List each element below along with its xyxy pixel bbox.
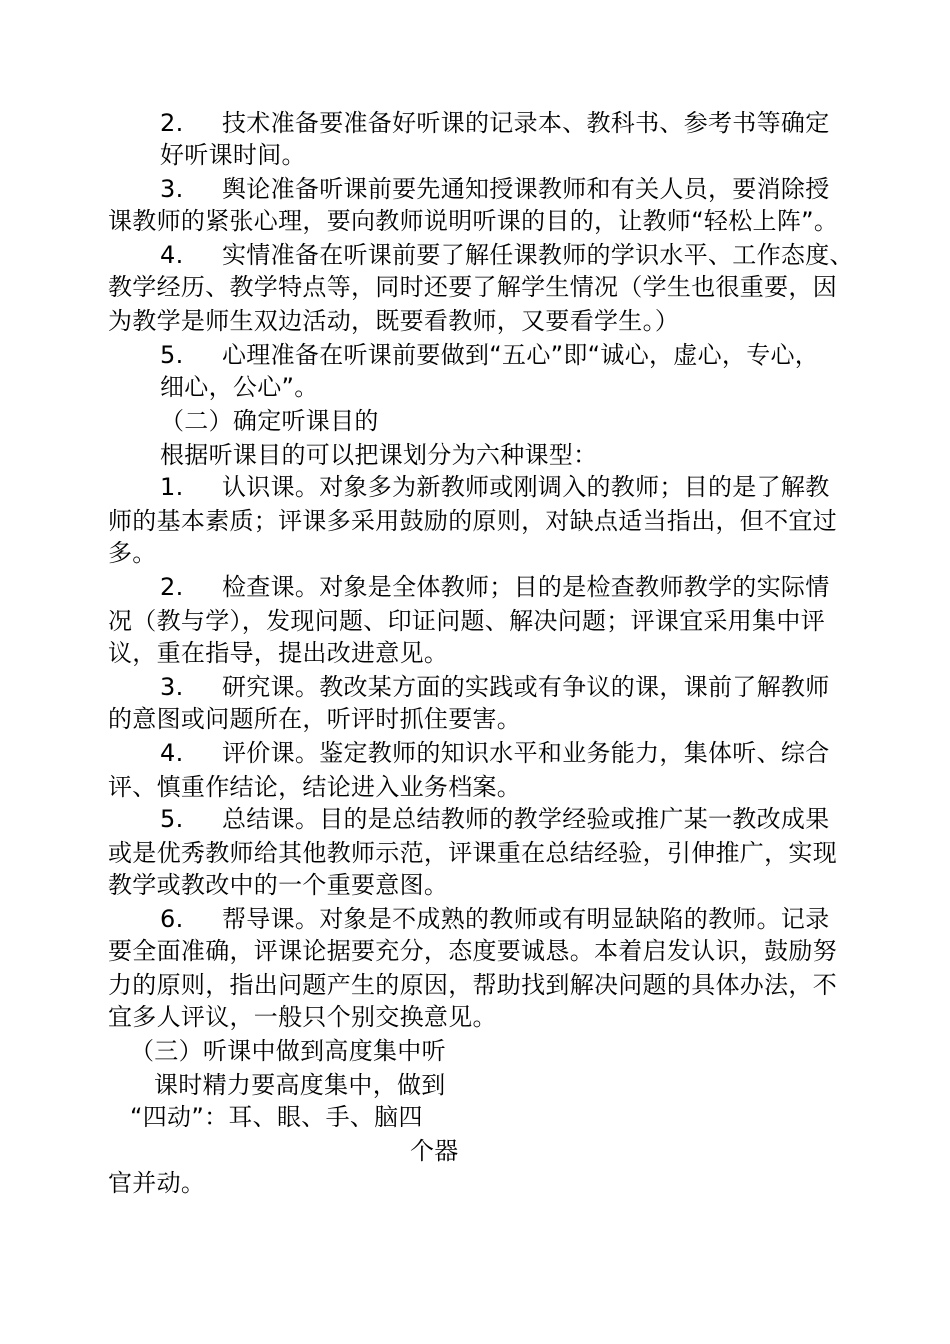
line-text: 课教师的紧张心理，要向教师说明听课的目的，让教师“轻松上阵”。 xyxy=(108,207,839,235)
paragraph-line xyxy=(160,670,830,704)
paragraph-line xyxy=(160,736,830,770)
list-number: 4. xyxy=(160,241,184,269)
line-text: 多。 xyxy=(108,539,157,567)
line-text: 总结课。目的是总结教师的教学经验或推广某一教改成果 xyxy=(222,805,830,833)
list-number: 2. xyxy=(160,109,184,137)
line-text: 评价课。鉴定教师的知识水平和业务能力，集体听、综合 xyxy=(222,739,830,767)
line-text: 实情准备在听课前要了解任课教师的学识水平、工作态度、 xyxy=(222,241,854,269)
paragraph-line xyxy=(160,172,830,206)
section-heading xyxy=(130,1034,446,1068)
paragraph-line xyxy=(108,536,157,570)
line-text: 心理准备在听课前要做到“五心”即“诚心，虚心，专心， xyxy=(222,341,820,369)
line-text: 师的基本素质；评课多采用鼓励的原则，对缺点适当指出，但不宜过 xyxy=(108,507,837,535)
line-text: 技术准备要准备好听课的记录本、教科书、参考书等确定 xyxy=(222,109,830,137)
list-number: 2. xyxy=(160,573,184,601)
line-text: 教学或教改中的一个重要意图。 xyxy=(108,871,449,899)
paragraph-line xyxy=(108,1166,205,1200)
line-text: “四动”：耳、眼、手、脑四 xyxy=(130,1103,423,1131)
line-text: 认识课。对象多为新教师或刚调入的教师；目的是了解教 xyxy=(222,473,830,501)
line-text: 个器 xyxy=(410,1137,459,1165)
paragraph-line xyxy=(160,570,830,604)
paragraph-line xyxy=(160,138,306,172)
line-text: （二）确定听课目的 xyxy=(160,407,379,435)
paragraph-line xyxy=(108,934,837,968)
line-text: 宜多人评议，一般只个别交换意见。 xyxy=(108,1003,497,1031)
list-number: 5. xyxy=(160,805,184,833)
paragraph-line xyxy=(160,802,830,836)
line-text: 帮导课。对象是不成熟的教师或有明显缺陷的教师。记录 xyxy=(222,905,830,933)
paragraph-line xyxy=(108,636,448,670)
paragraph-line xyxy=(108,204,838,238)
paragraph-line xyxy=(108,868,448,902)
paragraph-line xyxy=(108,968,837,1002)
paragraph-line xyxy=(108,504,837,538)
line-text: 为教学是师生双边活动，既要看教师，又要看学生。） xyxy=(108,307,680,335)
paragraph-line xyxy=(108,702,521,736)
line-text: 舆论准备听课前要先通知授课教师和有关人员，要消除授 xyxy=(222,175,830,203)
paragraph-line xyxy=(108,836,837,870)
section-heading xyxy=(160,404,379,438)
paragraph-line xyxy=(108,1000,497,1034)
line-text: 教学经历、教学特点等，同时还要了解学生情况（学生也很重要，因 xyxy=(108,273,837,301)
paragraph-line xyxy=(160,370,319,404)
paragraph-line xyxy=(160,470,830,504)
line-text: 要全面准确，评课论据要充分，态度要诚恳。本着启发认识，鼓励努 xyxy=(108,937,837,965)
paragraph-line xyxy=(108,604,825,638)
list-number: 1. xyxy=(160,473,184,501)
paragraph-line xyxy=(160,902,830,936)
paragraph-line xyxy=(160,438,597,472)
list-number: 5. xyxy=(160,341,184,369)
line-text: 评、慎重作结论，结论进入业务档案。 xyxy=(108,773,522,801)
line-text: 细心，公心”。 xyxy=(160,373,319,401)
paragraph-line xyxy=(130,1100,423,1134)
paragraph-line xyxy=(108,770,521,804)
line-text: 议，重在指导，提出改进意见。 xyxy=(108,639,449,667)
paragraph-line xyxy=(160,106,830,140)
paragraph-line xyxy=(160,338,819,372)
line-text: 根据听课目的可以把课划分为六种课型： xyxy=(160,441,598,469)
list-number: 4. xyxy=(160,739,184,767)
line-text: 研究课。教改某方面的实践或有争议的课，课前了解教师 xyxy=(222,673,830,701)
line-text: 好听课时间。 xyxy=(160,141,306,169)
line-text: 或是优秀教师给其他教师示范，评课重在总结经验，引伸推广，实现 xyxy=(108,839,837,867)
paragraph-line xyxy=(410,1134,459,1168)
line-text: 官并动。 xyxy=(108,1169,206,1197)
line-text: 课时精力要高度集中，做到 xyxy=(154,1071,446,1099)
line-text: 的意图或问题所在，听评时抓住要害。 xyxy=(108,705,522,733)
line-text: （三）听课中做到高度集中听 xyxy=(130,1037,446,1065)
list-number: 3. xyxy=(160,175,184,203)
line-text: 力的原则，指出问题产生的原因，帮助找到解决问题的具体办法，不 xyxy=(108,971,837,999)
list-number: 6. xyxy=(160,905,184,933)
paragraph-line xyxy=(160,238,854,272)
paragraph-line xyxy=(108,270,837,304)
list-number: 3. xyxy=(160,673,184,701)
line-text: 况（教与学），发现问题、印证问题、解决问题；评课宜采用集中评 xyxy=(108,607,825,635)
line-text: 检查课。对象是全体教师；目的是检查教师教学的实际情 xyxy=(222,573,830,601)
paragraph-line xyxy=(154,1068,446,1102)
paragraph-line xyxy=(108,304,679,338)
